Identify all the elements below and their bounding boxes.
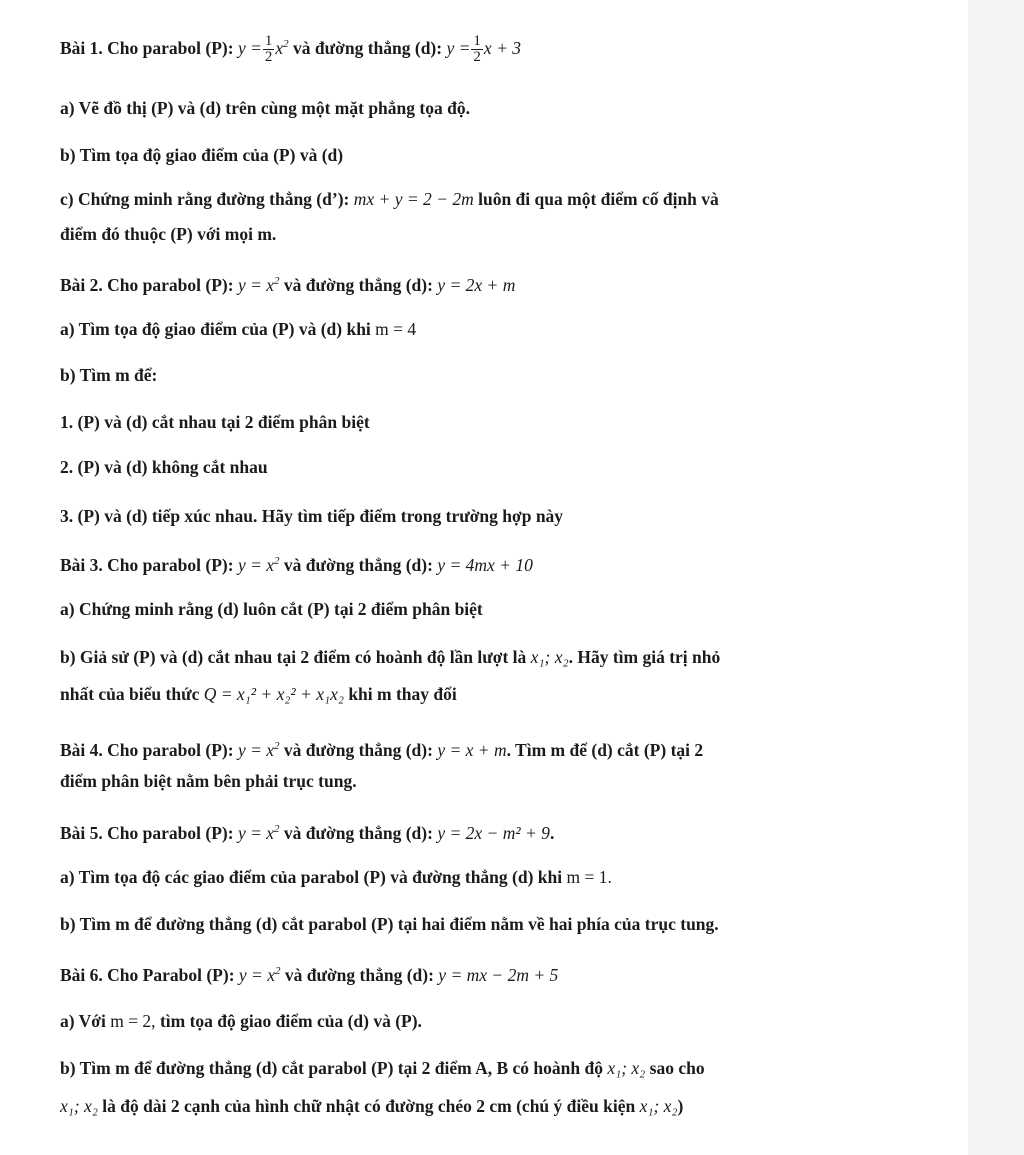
bai4-line2: điểm phân biệt nằm bên phải trục tung. — [60, 771, 357, 791]
bai1-part-b: b) Tìm tọa độ giao điểm của (P) và (d) — [60, 145, 344, 165]
bai6-part-a: a) Với m = 2, tìm tọa độ giao điểm của (d) và (P). — [60, 1011, 422, 1031]
bai5-heading: Bài 5. Cho parabol (P): $y = x^2$ và đường thẳng (d): y = 2x − m² + 9. — [60, 822, 555, 843]
bai6-part-b-line2: x₁; x₂ là độ dài 2 cạnh của hình chữ nhật có đường chéo 2 cm (chú ý điều kiện x₁; x₂) — [60, 1096, 684, 1116]
bai6-part-b: b) Tìm m để đường thẳng (d) cắt parabol (P) tại 2 điểm A, B có hoành độ x₁; x₂ sao cho — [60, 1058, 705, 1078]
fraction-one-half: $\frac{1}{2}$ — [264, 33, 273, 66]
bai2-item-2: 2. (P) và (d) không cắt nhau — [60, 457, 268, 477]
bai4-heading: Bài 4. Cho parabol (P): $y = x^2$ và đường thẳng (d): y = x + m. Tìm m để (d) cắt (P) tại 2 — [60, 739, 704, 760]
bai2-item-3: 3. (P) và (d) tiếp xúc nhau. Hãy tìm tiếp điểm trong trường hợp này — [60, 506, 564, 526]
bai1-part-c-line2: điểm đó thuộc (P) với mọi m. — [60, 224, 277, 244]
bai1-heading: Bài 1. Cho parabol (P): y = $\frac{1}{2}$ $x^2$ và đường thẳng (d): y = $\frac{1}{2}$ x + 3 — [60, 33, 521, 66]
bai3-part-a: a) Chứng minh rằng (d) luôn cắt (P) tại 2 điểm phân biệt — [60, 599, 483, 619]
bai3-heading: Bài 3. Cho parabol (P): $y = x^2$ và đường thẳng (d): y = 4mx + 10 — [60, 554, 533, 575]
bai5-part-b: b) Tìm m để đường thẳng (d) cắt parabol (P) tại hai điểm nằm về hai phía của trục tung. — [60, 914, 719, 934]
fraction-one-half-d: $\frac{1}{2}$ — [473, 33, 481, 66]
bai3-part-b-line2: nhất của biểu thức Q = x₁² + x₂² + x₁x₂ khi m thay đổi — [60, 684, 457, 704]
bai1-part-a: a) Vẽ đồ thị (P) và (d) trên cùng một mặt phẳng tọa độ. — [60, 98, 470, 118]
bai2-heading: Bài 2. Cho parabol (P): $y = x^2$ và đường thẳng (d): y = 2x + m — [60, 274, 516, 295]
bai1-part-c: c) Chứng minh rằng đường thẳng (d’): mx + y = 2 − 2m luôn đi qua một điểm cố định và — [60, 189, 719, 209]
bai3-part-b: b) Giả sử (P) và (d) cắt nhau tại 2 điểm có hoành độ lần lượt là x₁; x₂. Hãy tìm giá trị nhỏ — [60, 647, 721, 667]
side-panel — [968, 0, 1024, 1155]
bai2-item-1: 1. (P) và (d) cắt nhau tại 2 điểm phân biệt — [60, 412, 370, 432]
bai5-part-a: a) Tìm tọa độ các giao điểm của parabol (P) và đường thẳng (d) khi m = 1. — [60, 867, 612, 887]
bai2-part-a: a) Tìm tọa độ giao điểm của (P) và (d) khi m = 4 — [60, 319, 417, 339]
bai6-heading: Bài 6. Cho Parabol (P): $y = x^2$ và đường thẳng (d): y = mx − 2m + 5 — [60, 964, 559, 985]
bai2-part-b: b) Tìm m để: — [60, 365, 158, 385]
